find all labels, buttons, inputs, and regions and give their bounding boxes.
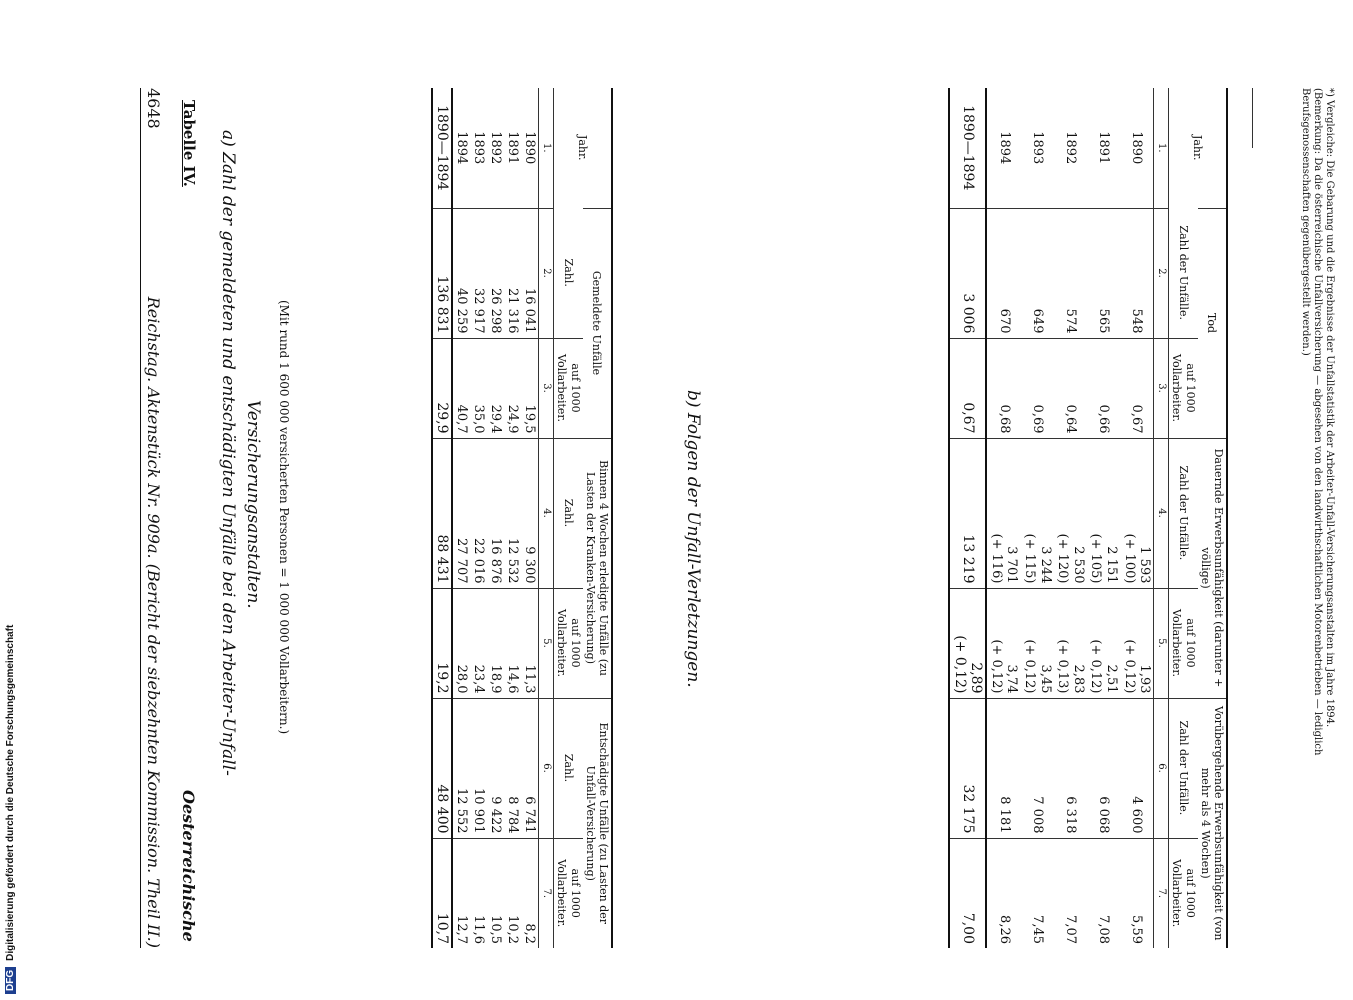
credit-text: Digitalisierung gefördert durch die Deutsche Forschungsgemeinschaft (4, 624, 16, 961)
footnote-line: *) Vergleiche: Die Gebarung und die Ergebnisse der Unfallstatistik der Arbeiter-Unfall-Versicherungsanstalten im Jahre 1894. (1324, 88, 1335, 728)
cell-value: 12,7 (452, 838, 470, 948)
table-row (986, 88, 1020, 948)
table-a-body (432, 88, 539, 948)
colnum: 1. (539, 88, 554, 208)
cell-value: 12 552 (452, 698, 470, 838)
colnum: 5. (1154, 588, 1169, 698)
grp-dauernd: Dauernde Erwerbsunfähigkeit (darunter + völlige) (1198, 438, 1227, 698)
cell-value: 10,2 (504, 838, 521, 948)
cell-value: 21 316 (504, 208, 521, 338)
column-numbers (1154, 88, 1169, 948)
cell-value: 27 707 (452, 438, 470, 588)
cell-year: 1894 (454, 131, 470, 165)
cell-value: 40,7 (452, 338, 470, 438)
cell-value: 11,3 (521, 588, 539, 698)
country-label: Oesterreichische (179, 790, 198, 942)
cell-value: 9 300 (521, 438, 539, 588)
cell-value: 10,7 (432, 838, 452, 948)
grp-gemeldet: Gemeldete Unfälle (583, 208, 612, 438)
cell-value: 7,45 (1021, 838, 1054, 948)
cell-value: 13 219 (949, 438, 987, 588)
col-jahr: Jahr. (554, 88, 612, 208)
cell-value: 3,74 (+ 0,12) (986, 588, 1020, 698)
cell-value: 2,51 (+ 0,12) (1087, 588, 1120, 698)
cell-value: 16 876 (487, 438, 504, 588)
cell-value: 48 400 (432, 698, 452, 838)
sub-auf1000: auf 1000 Vollarbeiter. (554, 338, 583, 438)
cell-value: 6 318 (1054, 698, 1087, 838)
table-total-row (432, 88, 452, 948)
cell-year: 1890—1894 (432, 88, 452, 208)
colnum: 2. (1154, 208, 1169, 338)
cell-value: 88 431 (432, 438, 452, 588)
cell-year: 1891 (1096, 131, 1112, 165)
colnum: 7. (539, 838, 554, 948)
cell-value: 16 041 (521, 208, 539, 338)
cell-value: 23,4 (470, 588, 487, 698)
cell-value: 32 175 (949, 698, 987, 838)
grp-binnen: Binnen 4 Wochen erledigte Unfälle (zu Lasten der Kranken-Versicherung) (583, 438, 612, 698)
cell-value: 3 701 (+ 116) (986, 438, 1020, 588)
grp-entschaedigt: Entschädigte Unfälle (zu Lasten der Unfall-Versicherung) (583, 698, 612, 948)
footnote-rule (1252, 88, 1253, 148)
section-a-title-cont: Versicherungsanstalten. (243, 400, 263, 609)
cell-value: 19,5 (521, 338, 539, 438)
sub-zahl: Zahl der Unfälle. (1177, 225, 1191, 321)
table-row (1054, 88, 1087, 948)
cell-value: 6 741 (521, 698, 539, 838)
table-b-body (949, 88, 1154, 948)
cell-value: 7 008 (1021, 698, 1054, 838)
cell-value: 8 181 (986, 698, 1020, 838)
page-title: Reichstag. Aktenstück Nr. 909a. (Bericht der siebzehnten Kommission. Theil II.) (144, 296, 163, 948)
cell-value: 6 068 (1087, 698, 1120, 838)
footnote-line: (Bemerkung: Da die österreichische Unfallversicherung — abgesehen von den landwirthschaftlichen Motorenbetrieben — lediglich (1312, 88, 1323, 756)
cell-value: 12 532 (504, 438, 521, 588)
cell-value: 1,93 (+ 0,12) (1120, 588, 1154, 698)
colnum: 2. (539, 208, 554, 338)
table-accidents (431, 88, 613, 948)
cell-value: 10 901 (470, 698, 487, 838)
section-a-title: a) Zahl der gemeldeten und entschädigten Unfälle bei den Arbeiter-Unfall- (218, 130, 238, 776)
cell-year: 1893 (471, 131, 487, 165)
cell-value: 2 151 (+ 105) (1087, 438, 1120, 588)
table-row (1021, 88, 1054, 948)
tabelle-label: Tabelle IV. (180, 100, 198, 187)
cell-year: 1893 (1029, 131, 1045, 165)
col-jahr: Jahr. (1169, 88, 1227, 208)
table-row (487, 88, 504, 948)
cell-value: 649 (1021, 208, 1054, 338)
cell-value: 10,5 (487, 838, 504, 948)
colnum: 4. (1154, 438, 1169, 588)
table-row (452, 88, 470, 948)
footnote-line: Berufsgenossenschaften gegenübergestellt werden.) (1300, 88, 1311, 356)
sub-auf1000: auf 1000 Vollarbeiter. (1169, 838, 1198, 948)
cell-value: 3,45 (+ 0,12) (1021, 588, 1054, 698)
cell-value: 9 422 (487, 698, 504, 838)
header-rule (140, 88, 141, 948)
page-number: 4648 (144, 88, 163, 129)
cell-value: 670 (986, 208, 1020, 338)
table-row (504, 88, 521, 948)
colnum: 3. (1154, 338, 1169, 438)
cell-value: 0,67 (949, 338, 987, 438)
sub-zahl: Zahl. (554, 438, 583, 588)
section-b-title: b) Folgen der Unfall-Verletzungen. (683, 390, 703, 688)
cell-value: 8,2 (521, 838, 539, 948)
colnum: 1. (1154, 88, 1169, 208)
table-total-row (949, 88, 987, 948)
cell-year: 1890 (1129, 131, 1145, 165)
sub-auf1000: auf 1000 Vollarbeiter. (1169, 338, 1198, 438)
colnum: 4. (539, 438, 554, 588)
column-numbers (539, 88, 554, 948)
grp-tod: Tod (1198, 208, 1227, 438)
table-row (1120, 88, 1154, 948)
cell-value: 14,6 (504, 588, 521, 698)
cell-value: 18,9 (487, 588, 504, 698)
cell-value: 0,68 (986, 338, 1020, 438)
cell-value: 32 917 (470, 208, 487, 338)
cell-value: 19,2 (432, 588, 452, 698)
colnum: 6. (1154, 698, 1169, 838)
cell-value: 1 593 (+ 100) (1120, 438, 1154, 588)
credit-line (0, 0, 20, 1000)
colnum: 3. (539, 338, 554, 438)
cell-year: 1891 (505, 131, 521, 165)
cell-value: 24,9 (504, 338, 521, 438)
cell-value: 565 (1087, 208, 1120, 338)
cell-value: 11,6 (470, 838, 487, 948)
sub-auf1000: auf 1000 Vollarbeiter. (1169, 588, 1198, 698)
cell-value: 7,07 (1054, 838, 1087, 948)
sub-zahl: Zahl der Unfälle. (1169, 438, 1198, 588)
cell-year: 1892 (488, 131, 504, 165)
cell-value: 5,59 (1120, 838, 1154, 948)
cell-year: 1890 (522, 131, 538, 165)
cell-value: 0,69 (1021, 338, 1054, 438)
cell-value: 7,08 (1087, 838, 1120, 948)
sub-zahl: Zahl der Unfälle. (1169, 698, 1198, 838)
sub-zahl: Zahl. (554, 698, 583, 838)
sub-zahl: Zahl. (562, 258, 576, 287)
cell-value: 2,83 (+ 0,13) (1054, 588, 1087, 698)
cell-value: 7,00 (949, 838, 987, 948)
colnum: 5. (539, 588, 554, 698)
table-row (470, 88, 487, 948)
sub-auf1000: auf 1000 Vollarbeiter. (554, 588, 583, 698)
cell-value: 548 (1120, 208, 1154, 338)
table-row (1087, 88, 1120, 948)
page-header (144, 88, 163, 948)
cell-value: 35,0 (470, 338, 487, 438)
cell-value: 8,26 (986, 838, 1020, 948)
cell-value: 26 298 (487, 208, 504, 338)
table-row (521, 88, 539, 948)
cell-year: 1890—1894 (949, 88, 987, 208)
table-consequences (948, 88, 1228, 948)
cell-value: 0,67 (1120, 338, 1154, 438)
cell-value: 3 006 (949, 208, 987, 338)
cell-value: 40 259 (452, 208, 470, 338)
cell-value: 3 244 (+ 115) (1021, 438, 1054, 588)
dfg-logo: DFG (5, 967, 16, 994)
cell-value: 0,64 (1054, 338, 1087, 438)
cell-value: 2 530 (+ 120) (1054, 438, 1087, 588)
cell-year: 1892 (1063, 131, 1079, 165)
cell-value: 136 831 (432, 208, 452, 338)
cell-value: 8 784 (504, 698, 521, 838)
cell-value: 0,66 (1087, 338, 1120, 438)
cell-value: 22 016 (470, 438, 487, 588)
colnum: 6. (539, 698, 554, 838)
cell-value: 29,9 (432, 338, 452, 438)
cell-value: 4 600 (1120, 698, 1154, 838)
section-a-note: (Mit rund 1 600 000 versicherten Personen = 1 000 000 Vollarbeitern.) (277, 300, 291, 735)
cell-value: 574 (1054, 208, 1087, 338)
cell-value: 28,0 (452, 588, 470, 698)
grp-voruebergehend: Vorübergehende Erwerbsunfähigkeit (von mehr als 4 Wochen) (1198, 698, 1227, 948)
cell-value: 29,4 (487, 338, 504, 438)
cell-value: 2,89 (+ 0,12) (949, 588, 987, 698)
colnum: 7. (1154, 838, 1169, 948)
cell-year: 1894 (996, 131, 1012, 165)
sub-auf1000: auf 1000 Vollarbeiter. (554, 838, 583, 948)
footnote (1299, 88, 1335, 948)
